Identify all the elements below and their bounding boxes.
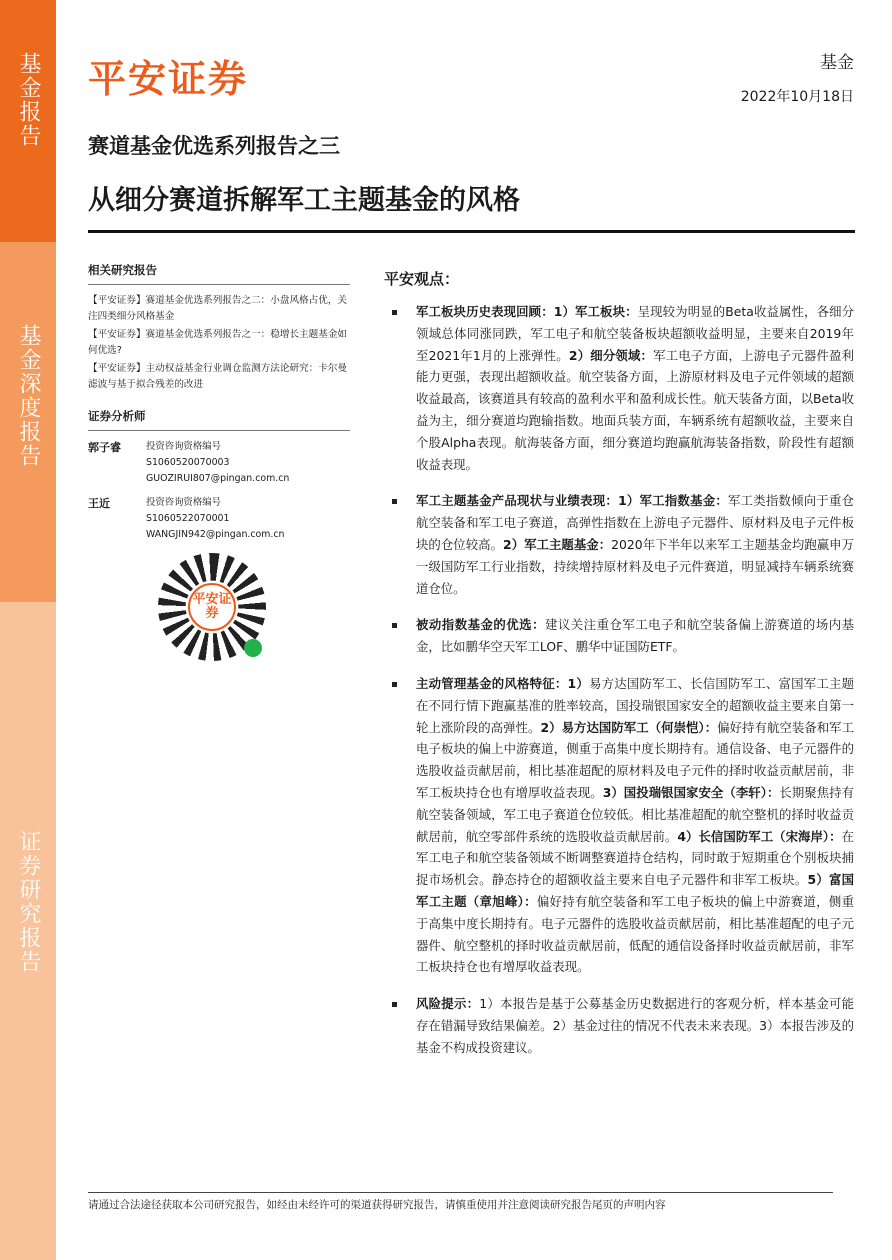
analysts-section — [88, 408, 350, 661]
key-view-subhead: 4）长信国防军工（宋海岸）： — [677, 828, 842, 844]
key-view-text: 易方达国防军工、长信国防军工、富国军工主题在不同行情下跑赢基准的胜率较高，国投瑞银国家安全的超额收益主要来自第一轮上涨阶段的高弹性。 — [416, 675, 855, 735]
key-view-lead: 军工板块历史表现回顾： — [416, 304, 554, 319]
analyst-name: 王近 — [88, 497, 110, 510]
footer-divider — [88, 1192, 833, 1193]
bullet-icon — [392, 310, 397, 315]
key-view-text: 建议关注重仓军工电子和航空装备偏上游赛道的场内基金，比如鹏华空天军工LOF、鹏华中证国防ETF。 — [416, 617, 855, 655]
analyst-email[interactable]: GUOZIRUI807@pingan.com.cn — [146, 473, 290, 484]
key-view-item — [384, 301, 854, 475]
side-label-deep-report: 基金深度报告 — [0, 242, 56, 602]
key-view-subhead: 1）军工指数基金： — [618, 493, 728, 509]
analyst-email[interactable]: WANGJIN942@pingan.com.cn — [146, 529, 285, 540]
analyst-cert-number: S1060522070001 — [146, 513, 230, 524]
brand-logo: 平安证券 — [88, 57, 249, 101]
side-banner — [0, 0, 56, 1260]
footer-disclaimer: 请通过合法途径获取本公司研究报告，如经由未经许可的渠道获得研究报告，请慎重使用并注意阅读研究报告尾页的声明内容 — [88, 1199, 666, 1211]
bullet-icon — [392, 682, 397, 687]
key-view-lead: 风险提示： — [416, 996, 480, 1012]
key-view-subhead: 2）细分领域： — [568, 347, 654, 363]
analysts-heading: 证券分析师 — [88, 408, 350, 431]
mini-program-icon — [244, 639, 262, 657]
report-subtitle: 赛道基金优选系列报告之三 — [88, 134, 340, 158]
key-view-item — [384, 614, 854, 658]
related-report-item[interactable]: 【平安证券】赛道基金优选系列报告之一：稳增长主题基金如何优选? — [88, 329, 348, 356]
key-view-text: 2020年下半年以来军工主题基金均跑赢申万一级国防军工行业指数，持续增持原材料及电子元件赛道，明显减持车辆系统赛道仓位。 — [416, 536, 854, 596]
key-view-subhead: 5）富国军工主题（章旭峰）： — [416, 872, 855, 909]
side-label-research-report: 证券研究报告 — [0, 602, 56, 1260]
analyst-cert-number: S1060520070003 — [146, 457, 230, 468]
key-views-list — [384, 301, 854, 1059]
analyst-cert-label: 投资咨询资格编号 — [146, 497, 222, 508]
report-date: 2022年10月18日 — [740, 89, 854, 105]
key-view-subhead: 2）易方达国防军工（何崇恺）： — [540, 719, 718, 735]
bullet-icon — [392, 499, 397, 504]
key-view-item — [384, 673, 854, 978]
key-view-text: 呈现较为明显的Beta收益属性，各细分领域总体同涨同跌，军工电子和航空装备板块超额收益明显，主要来自2019年至2021年1月的上涨弹性。 — [416, 304, 855, 363]
related-reports-list — [88, 293, 350, 392]
key-view-subhead: 1） — [567, 675, 590, 691]
analyst-cert-label: 投资咨询资格编号 — [146, 441, 222, 452]
key-view-subhead: 3）国投瑞银国家安全（李轩）： — [602, 784, 780, 800]
bullet-icon — [392, 623, 397, 628]
key-view-lead: 军工主题基金产品现状与业绩表现： — [416, 493, 619, 509]
analyst-entry — [88, 495, 350, 543]
key-view-text: 偏好持有航空装备和军工电子板块的偏上中游赛道，侧重于高集中度长期持有。通信设备、电子元器件的选股收益贡献居前，相比基准超配的原材料及电子元件的择时收益贡献居前，非军工板块持仓也有增厚收益表现。 — [416, 719, 855, 800]
related-report-item[interactable]: 【平安证券】主动权益基金行业调仓监测方法论研究：卡尔曼滤波与基于拟合残差的改进 — [88, 363, 348, 390]
key-view-lead: 被动指数基金的优选： — [416, 617, 545, 633]
analyst-name: 郭子睿 — [88, 441, 121, 454]
key-views-heading: 平安观点： — [384, 270, 460, 288]
key-view-item — [384, 490, 854, 599]
key-view-text: 偏好持有航空装备和军工电子板块的偏上中游赛道，侧重于高集中度长期持有。电子元器件的选股收益贡献居前，相比基准超配的电子元器件、航空整机的择时收益贡献居前，低配的通信设备择时收益贡献居前，非军工板块持仓也有增厚收益表现。 — [416, 893, 855, 975]
qr-logo: 平安证券 — [188, 583, 236, 631]
qr-code-image — [158, 553, 266, 661]
bullet-icon — [392, 1002, 397, 1007]
key-view-subhead: 2）军工主题基金： — [503, 536, 612, 552]
title-divider — [88, 230, 855, 233]
side-label-fund-report: 基金报告 — [0, 0, 56, 242]
left-column — [88, 262, 350, 661]
related-report-item[interactable]: 【平安证券】赛道基金优选系列报告之二：小盘风格占优，关注四类细分风格基金 — [88, 295, 348, 322]
key-views-section — [384, 268, 854, 1074]
related-reports-heading: 相关研究报告 — [88, 262, 350, 285]
key-view-lead: 主动管理基金的风格特征： — [416, 675, 568, 691]
key-view-item — [384, 993, 854, 1058]
key-view-text: 军工电子方面，上游电子元器件盈利能力更强，表现出超额收益。航空装备方面，上游原材料及电子元件领域的超额收益最高，该赛道具有较高的盈利水平和盈利成长性。航天装备方面，以Beta收益为主，细分赛道均跑输指数。地面兵装方面，车辆系统有超额收益，主要来自个股Alpha表现。航海装备方面，细分赛道均跑赢航海装备指数，阶段性有超额收益表现。 — [416, 347, 855, 472]
analyst-entry — [88, 439, 350, 487]
report-title: 从细分赛道拆解军工主题基金的风格 — [88, 185, 520, 216]
key-view-subhead: 1）军工板块： — [553, 304, 638, 319]
key-view-text: 军工类指数倾向于重仓航空装备和军工电子赛道，高弹性指数在上游电子元器件、原材料及电子元件板块的仓位较高。 — [416, 493, 855, 552]
report-category: 基金 — [820, 53, 854, 73]
key-view-text: 1）本报告是基于公募基金历史数据进行的客观分析，样本基金可能存在错漏导致结果偏差。2）基金过往的情况不代表未来表现。3）本报告涉及的基金不构成投资建议。 — [416, 996, 855, 1055]
key-view-text: 长期聚焦持有航空装备领域，军工电子赛道仓位较低。相比基准超配的航空整机的择时收益贡献居前，航空零部件系统的选股收益贡献居前。 — [416, 784, 855, 844]
key-view-text: 在军工电子和航空装备领域不断调整赛道持仓结构，同时敢于短期重仓个别板块捕捉市场机会。静态持仓的超额收益主要来自电子元器件和非军工板块。 — [416, 828, 855, 888]
